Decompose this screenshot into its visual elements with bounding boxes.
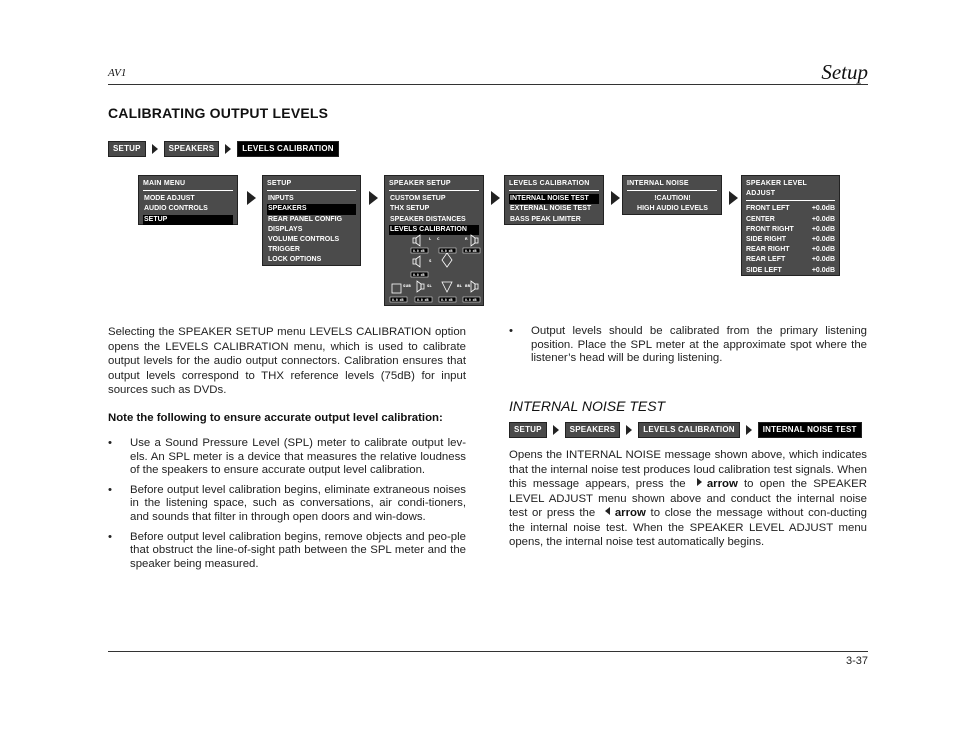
channel-name: REAR LEFT — [746, 256, 786, 264]
channel-name: SUBWOOFER — [746, 276, 793, 284]
level-row — [746, 204, 835, 214]
listener-icon — [442, 253, 452, 267]
channel-name: FRONT RIGHT — [746, 225, 794, 233]
speaker-icon — [417, 281, 424, 292]
list-item: • Before output level calibration begins, eliminate extraneous noises in the listening space, such as conversations, air condi-tioners, and sounds that filter in through open doors and win-dows. — [108, 484, 466, 525]
channel-level: +0.0dB — [811, 246, 835, 254]
menu-item-selected: LEVELS CALIBRATION — [389, 225, 479, 235]
section-title: CALIBRATING OUTPUT LEVELS — [108, 105, 329, 121]
speaker-icon — [471, 235, 478, 246]
subsection-title: INTERNAL NOISE TEST — [509, 398, 666, 414]
warning-text: HIGH AUDIO LEVELS — [637, 205, 708, 213]
channel-name: CENTER — [746, 215, 775, 223]
internal-noise-screen — [622, 175, 722, 215]
channel-level: +0.0dB — [811, 215, 835, 223]
diagram-label: BR — [465, 284, 471, 288]
diagram-label: L — [429, 237, 432, 241]
listening-position-list — [509, 325, 867, 372]
menu-item: SPEAKER DISTANCES — [390, 215, 466, 223]
level-readout: 0.0 dB — [465, 298, 477, 302]
crumb-levels-calibration: LEVELS CALIBRATION — [237, 141, 338, 157]
diagram-label: SUB — [403, 284, 411, 288]
diagram-label: C — [437, 237, 440, 241]
menu-item: AUDIO CONTROLS — [144, 205, 208, 213]
diagram-label: S — [429, 259, 432, 263]
level-row — [746, 215, 835, 225]
arrow-right-icon — [225, 144, 231, 154]
crumb-speakers: SPEAKERS — [164, 141, 220, 157]
breadcrumb — [108, 141, 339, 157]
menu-item-selected: SPEAKERS — [267, 204, 356, 214]
list-item: • Output levels should be calibrated from the primary listening position. Place the SPL meter at the approximate spot where the listener’s head will be during listening. — [509, 325, 867, 366]
screen-title: SPEAKER LEVEL ADJUST — [746, 179, 835, 201]
internal-noise-paragraph — [509, 448, 867, 550]
arrow-right-icon — [152, 144, 158, 154]
crumb-setup: SETUP — [509, 422, 547, 438]
speaker-icon — [471, 281, 478, 292]
arrow-keyword: arrow — [614, 507, 646, 519]
level-row — [746, 225, 835, 235]
calibration-notes-list — [108, 437, 466, 577]
main-menu-screen — [138, 175, 238, 225]
menu-item: VOLUME CONTROLS — [268, 236, 340, 244]
level-readout: 0.0 dB — [417, 298, 429, 302]
speaker-level-adjust-screen — [741, 175, 840, 284]
channel-level: +0.0dB — [811, 266, 835, 274]
left-arrow-icon — [605, 507, 610, 515]
screen-title: SPEAKER SETUP — [389, 179, 479, 191]
crumb-setup: SETUP — [108, 141, 146, 157]
crumb-levels-calibration: LEVELS CALIBRATION — [638, 422, 739, 438]
crumb-internal-noise-test: INTERNAL NOISE TEST — [758, 422, 862, 438]
crumb-speakers: SPEAKERS — [565, 422, 621, 438]
arrow-right-icon — [746, 425, 752, 435]
intro-paragraph: Selecting the SPEAKER SETUP menu LEVELS CALIBRATION option opens the LEVELS CALIBRATION menu, which is used to calibrate output levels for the audio output connectors. Calibration ensures that output levels correspond to THX reference levels (75dB) for input sources such as DVDs. — [108, 326, 466, 396]
level-row — [746, 245, 835, 255]
level-readout: 0.0 dB — [441, 249, 453, 253]
channel-level: +0.0dB — [811, 256, 835, 264]
right-arrow-icon — [697, 478, 702, 486]
channel-level: +0.0dB — [811, 225, 835, 233]
paragraph-text: to close the message without con-ducting the internal noise test. When the SPEAKER LEVEL ADJUST menu opens, the internal noise test automatically begins. — [509, 507, 867, 548]
screen-title: INTERNAL NOISE — [627, 179, 717, 191]
channel-level: +0.0dB — [811, 205, 835, 213]
header-section: Setup — [821, 60, 868, 84]
footer-rule — [108, 651, 868, 652]
header-rule — [108, 84, 868, 85]
screen-title: SETUP — [267, 179, 356, 191]
channel-name: REAR RIGHT — [746, 246, 790, 254]
menu-item: INPUTS — [268, 195, 294, 203]
page-number: 3-37 — [845, 655, 868, 667]
level-readout: 0.0 dB — [413, 273, 425, 277]
diagram-label: BL — [457, 284, 462, 288]
channel-name: FRONT LEFT — [746, 205, 790, 213]
channel-level: +0.0dB — [811, 276, 835, 284]
level-row — [746, 276, 835, 286]
arrow-right-icon — [611, 191, 620, 205]
menu-item: TRIGGER — [268, 246, 300, 254]
menu-item-selected: SETUP — [143, 215, 233, 225]
arrow-right-icon — [491, 191, 500, 205]
menu-item: REAR PANEL CONFIG — [268, 215, 343, 223]
arrow-right-icon — [369, 191, 378, 205]
speaker-setup-screen — [384, 175, 484, 306]
menu-item: BASS PEAK LIMITER — [510, 215, 581, 223]
arrow-right-icon — [729, 191, 738, 205]
level-row — [746, 255, 835, 265]
channel-name: SIDE LEFT — [746, 266, 782, 274]
speaker-icon — [442, 282, 452, 292]
header-model: AV1 — [108, 67, 127, 79]
paragraph-text: Opens the INTERNAL NOISE message shown above, which indicates that the internal noise test produces loud calibration test signals. When this message appears, press the — [509, 449, 867, 490]
note-heading: Note the following to ensure accurate output level calibration: — [108, 412, 443, 424]
level-readout: 0.0 dB — [413, 249, 425, 253]
channel-level: +0.0dB — [811, 236, 835, 244]
level-row — [746, 266, 835, 276]
speaker-icon — [413, 256, 420, 267]
level-row — [746, 235, 835, 245]
arrow-keyword: arrow — [706, 478, 738, 490]
setup-screen — [262, 175, 361, 266]
breadcrumb — [509, 422, 862, 438]
menu-item: CUSTOM SETUP — [390, 195, 446, 203]
paragraph-text: to open the SPEAKER LEVEL ADJUST menu shown above and conduct the internal noise test or press the — [509, 478, 867, 519]
caution-text: !CAUTION! — [654, 195, 691, 203]
level-readout: 0.0 dB — [392, 298, 404, 302]
menu-item: DISPLAYS — [268, 225, 303, 233]
speaker-icon — [392, 284, 401, 293]
level-readout: 0.0 dB — [465, 249, 477, 253]
screen-title: MAIN MENU — [143, 179, 233, 191]
channel-name: SIDE RIGHT — [746, 236, 787, 244]
menu-item: EXTERNAL NOISE TEST — [510, 205, 592, 213]
menu-item-selected: INTERNAL NOISE TEST — [509, 194, 599, 204]
menu-item: MODE ADJUST — [144, 195, 195, 203]
list-item: • Use a Sound Pressure Level (SPL) meter to calibrate output lev-els. An SPL meter is a device that measures the relative loudness of the speakers to ensure accurate output level calibration. — [108, 437, 466, 478]
arrow-right-icon — [553, 425, 559, 435]
speaker-icon — [413, 235, 420, 246]
arrow-right-icon — [247, 191, 256, 205]
speaker-layout-diagram — [389, 234, 485, 306]
screen-title: LEVELS CALIBRATION — [509, 179, 599, 191]
list-item: • Before output level calibration begins, remove objects and peo-ple that obstruct the line-of-sight path between the SPL meter and the speaker being measured. — [108, 531, 466, 572]
diagram-label: R — [465, 237, 468, 241]
levels-calibration-screen — [504, 175, 604, 225]
arrow-right-icon — [626, 425, 632, 435]
diagram-label: SL — [427, 284, 432, 288]
level-readout: 0.0 dB — [441, 298, 453, 302]
menu-item: THX SETUP — [390, 205, 430, 213]
menu-item: LOCK OPTIONS — [268, 256, 322, 264]
